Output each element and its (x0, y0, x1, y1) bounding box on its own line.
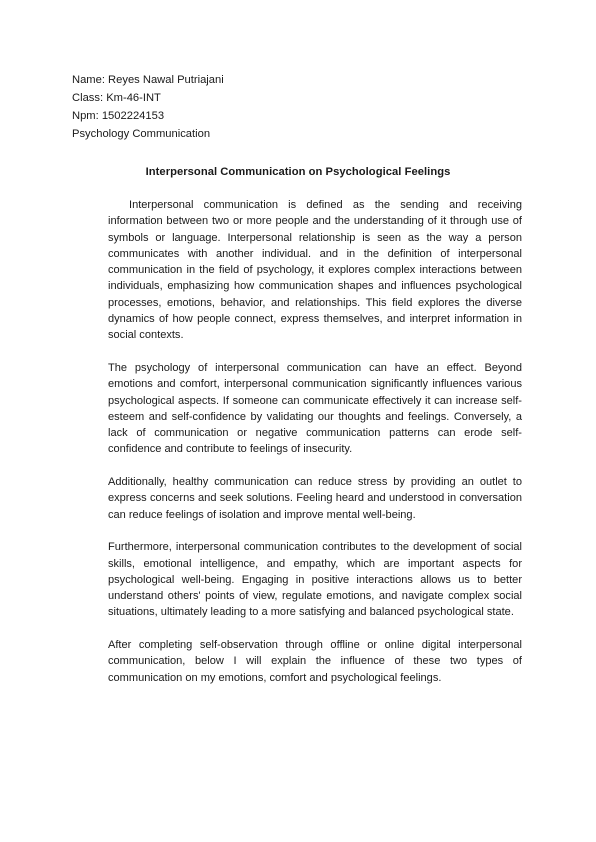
paragraph-5: After completing self-observation through offline or online digital interpersonal communication, below I will explain the influence of these two types of communication on my emotions, comfort and psychological feelings. (108, 639, 522, 684)
essay-title: Interpersonal Communication on Psychological Feelings (145, 166, 451, 178)
paragraph-3: Additionally, healthy communication can reduce stress by providing an outlet to express concerns and seek solutions. Feeling heard and understood in conversation can reduce feelings of isolation and improve mental well-being. (108, 476, 522, 521)
course-name: Psychology Communication (72, 128, 211, 140)
student-class: Class: Km-46-INT (72, 92, 161, 104)
paragraph-4: Furthermore, interpersonal communication contributes to the development of social skills, emotional intelligence, and empathy, which are important aspects for psychological well-being. Engaging in positive interactions allows us to better understand others' points of view, regulate emotions, and navigate complex social situations, ultimately leading to a more satisfying and balanced psychological state. (108, 541, 522, 619)
paragraph-2: The psychology of interpersonal communication can have an effect. Beyond emotions and comfort, interpersonal communication significantly influences various psychological aspects. If someone can communicate effectively it can increase self-esteem and self-confidence by validating our thoughts and feelings. Conversely, a lack of communication or negative communication patterns can erode self-confidence and contribute to feelings of insecurity. (108, 361, 522, 456)
essay-body (108, 197, 522, 702)
student-name: Name: Reyes Nawal Putriajani (72, 74, 224, 86)
paragraph-1: Interpersonal communication is defined as the sending and receiving information between two or more people and the understanding of it through use of symbols or language. Interpersonal relationship is seen as the way a person communicates with another individual. and in the definition of interpersonal communication in the field of psychology, it explores complex interactions between individuals, emphasizing how communication shapes and influences psychological processes, emotions, behavior, and relationships. This field explores the diverse dynamics of how people connect, express themselves, and interpret information in social contexts. (108, 199, 522, 342)
student-info-header (72, 71, 224, 143)
student-npm: Npm: 1502224153 (72, 110, 165, 122)
